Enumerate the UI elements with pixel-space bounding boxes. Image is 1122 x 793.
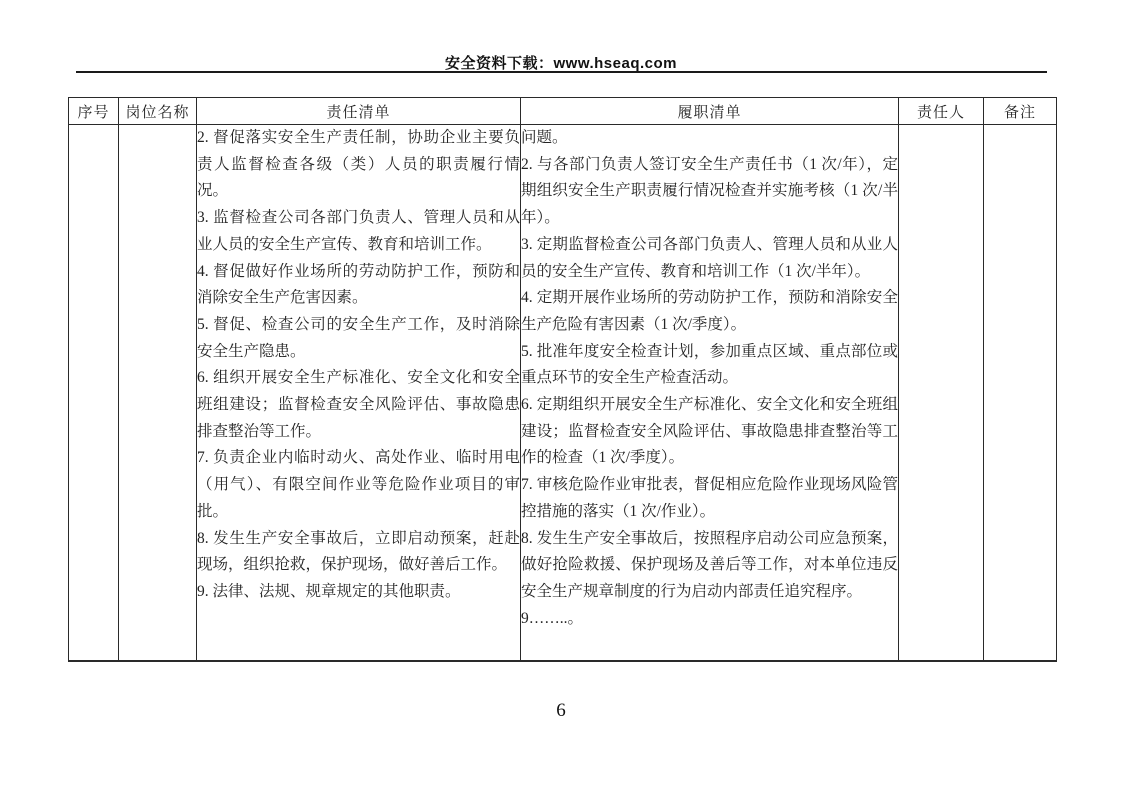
page-number: 6	[556, 700, 566, 721]
responsibility-table	[68, 97, 1057, 662]
responsibility-item: 2. 督促落实安全生产责任制，协助企业主要负责人监督检查各级（类）人员的职责履行情况。	[197, 129, 520, 200]
performance-item: 8. 发生生产安全事故后，按照程序启动公司应急预案，做好抢险救援、保护现场及善后等工作，对本单位违反安全生产规章制度的行为启动内部责任追究程序。	[521, 529, 898, 600]
col-header-serial: 序号	[69, 98, 119, 125]
performance-item: 5. 批准年度安全检查计划，参加重点区域、重点部位或重点环节的安全生产检查活动。	[521, 342, 898, 387]
responsibility-item: 9. 法律、法规、规章规定的其他职责。	[197, 582, 461, 600]
performance-item: 9……..。	[521, 609, 584, 627]
responsibility-item-list	[197, 125, 520, 606]
cell-remarks	[984, 125, 1057, 662]
cell-responsible-person	[899, 125, 984, 662]
header-site-url: www.hseaq.com	[553, 55, 677, 72]
col-header-position-name: 岗位名称	[119, 98, 197, 125]
table-header-row	[69, 98, 1057, 125]
responsibility-item: 6. 组织开展安全生产标准化、安全文化和安全班组建设；监督检查安全风险评估、事故隐患排查整治等工作。	[197, 369, 520, 440]
responsibility-item: 3. 监督检查公司各部门负责人、管理人员和从业人员的安全生产宣传、教育和培训工作。	[197, 209, 520, 253]
cell-serial	[69, 125, 119, 662]
cell-position-name	[119, 125, 197, 662]
performance-item: 3. 定期监督检查公司各部门负责人、管理人员和从业人员的安全生产宣传、教育和培训工作（1 次/半年）。	[521, 235, 898, 280]
performance-item: 2. 与各部门负责人签订安全生产责任书（1 次/年），定期组织安全生产职责履行情况检查并实施考核（1 次/半年）。	[521, 155, 898, 227]
performance-item: 6. 定期组织开展安全生产标准化、安全文化和安全班组建设；监督检查安全风险评估、事故隐患排查整治等工作的检查（1 次/季度）。	[521, 396, 898, 467]
col-header-responsible-person: 责任人	[899, 98, 984, 125]
responsibility-item: 7. 负责企业内临时动火、高处作业、临时用电（用气）、有限空间作业等危险作业项目的审批。	[197, 449, 520, 520]
performance-item: 7. 审核危险作业审批表，督促相应危险作业现场风险管控措施的落实（1 次/作业）。	[521, 476, 898, 520]
header-divider	[76, 71, 1047, 73]
header-site-label: 安全资料下载：	[445, 55, 554, 72]
cell-responsibility-list	[197, 125, 521, 662]
performance-item-list	[521, 125, 898, 632]
col-header-performance-list: 履职清单	[521, 98, 899, 125]
cell-performance-list	[521, 125, 899, 662]
responsibility-item: 8. 发生生产安全事故后，立即启动预案，赶赴现场，组织抢救，保护现场，做好善后工作。	[197, 529, 520, 574]
performance-item: 问题。	[521, 129, 568, 146]
performance-item: 4. 定期开展作业场所的劳动防护工作，预防和消除安全生产危险有害因素（1 次/季度）。	[521, 289, 898, 333]
col-header-remarks: 备注	[984, 98, 1057, 125]
responsibility-item: 4. 督促做好作业场所的劳动防护工作，预防和消除安全生产危害因素。	[197, 262, 520, 307]
table-row	[69, 125, 1057, 662]
col-header-responsibility-list: 责任清单	[197, 98, 521, 125]
responsibility-item: 5. 督促、检查公司的安全生产工作，及时消除安全生产隐患。	[197, 315, 520, 360]
page-header	[0, 52, 1122, 73]
